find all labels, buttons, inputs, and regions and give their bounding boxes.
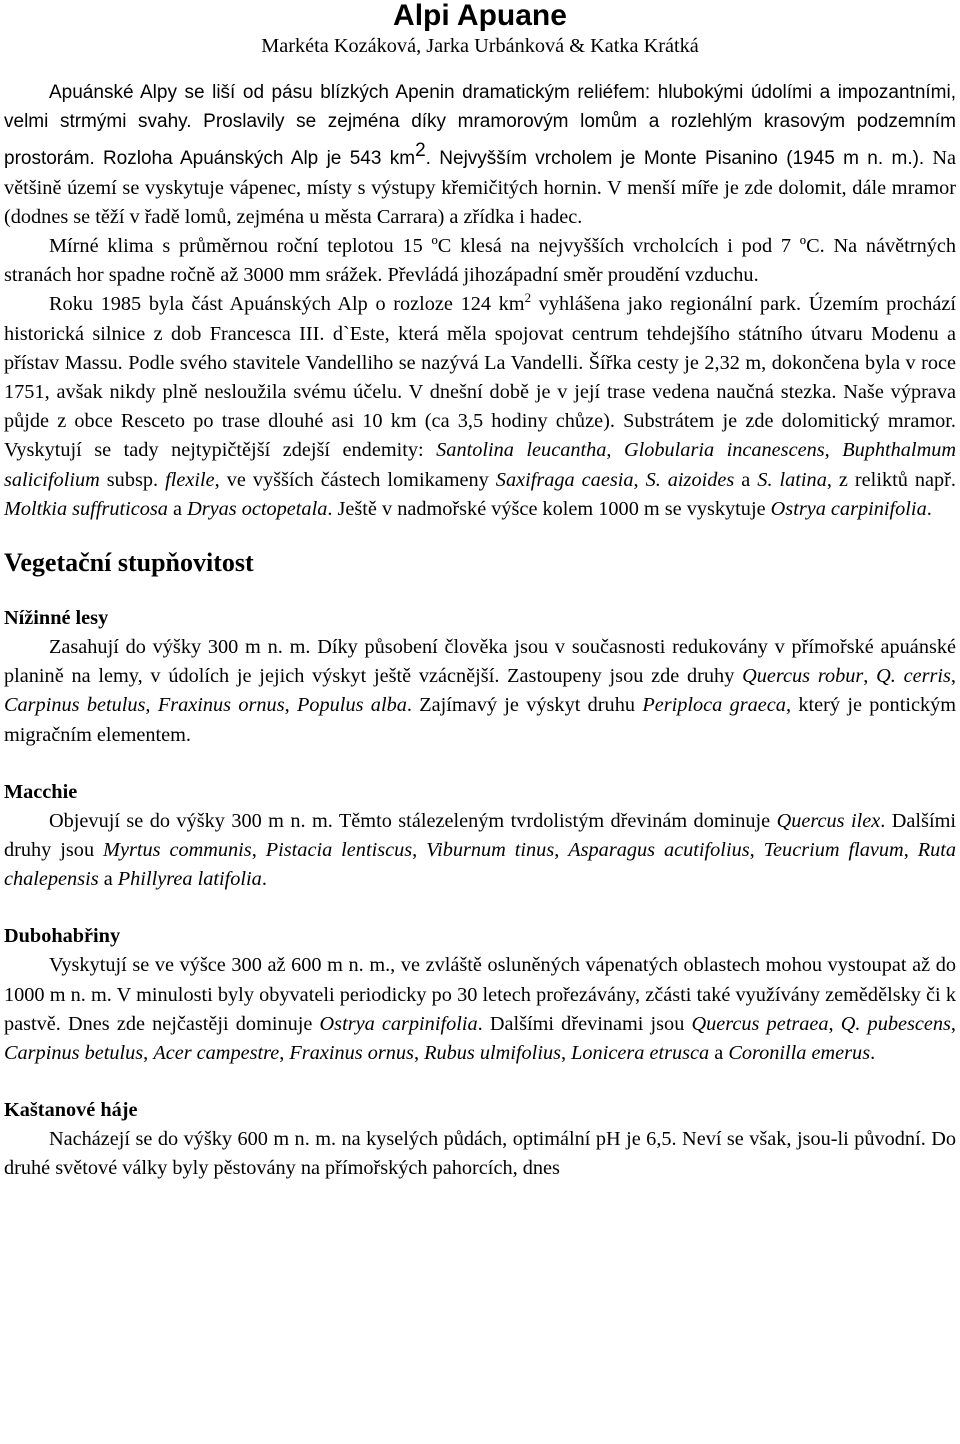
- subheading-kastanove-haje: Kaštanové háje: [4, 1099, 138, 1122]
- text-run: Roku 1985 byla část Apuánských Alp o rozloze 124 km: [49, 293, 525, 316]
- text-run: ,: [606, 439, 624, 462]
- text-run: , který je pontickým migračním elementem.: [4, 694, 957, 746]
- species-name: Periploca graeca: [642, 694, 786, 717]
- species-name: Viburnum tinus: [426, 839, 555, 862]
- paragraph-nizinne-lesy: [4, 633, 956, 750]
- species-name: Ruta chalepensis: [4, 839, 957, 891]
- authors-line: Markéta Kozáková, Jarka Urbánková & Katka Krátká: [261, 35, 699, 57]
- spacer: [4, 894, 956, 922]
- paragraph-macchie: [4, 807, 956, 895]
- text-run: ,: [863, 665, 877, 688]
- text-run: , ve vyšších částech lomikameny: [214, 468, 496, 491]
- superscript: 2: [415, 140, 426, 162]
- species-name: Buphthalmum salicifolium: [4, 439, 956, 491]
- text-run: ,: [412, 839, 427, 862]
- intro-sans-text-b: Rozloha Apuánských Alp je 543 km: [102, 148, 416, 170]
- intro-sans-text-a: Apuánské Alpy se liší od pásu blízkých Apenin dramatickým reliéfem: hlubokými údolími a impozantními, velmi strmými svahy. Proslavily se zejména díky mramorovým lomům a rozlehlým krasovým podzemním prostorám.: [4, 82, 956, 170]
- text-run: ,: [413, 1042, 425, 1065]
- species-name: Ostrya carpinifolia: [319, 1012, 478, 1035]
- species-name: S. latina: [757, 468, 827, 491]
- text-run: ,: [824, 439, 843, 462]
- species-name: Ostrya carpinifolia: [770, 497, 927, 520]
- subheading-nizinne-lesy: Nížinné lesy: [4, 607, 109, 630]
- text-run: a: [167, 497, 188, 520]
- text-run: ,: [143, 1042, 154, 1065]
- species-name: Carpinus betulus: [4, 1042, 144, 1065]
- species-name: Lonicera etrusca: [571, 1042, 710, 1065]
- text-run: ,: [950, 665, 956, 688]
- species-name: Quercus petraea: [691, 1012, 829, 1035]
- intro-paragraph-3: [4, 290, 956, 524]
- species-name: Acer campestre: [153, 1042, 280, 1065]
- species-name: Globularia incanescens: [623, 439, 825, 462]
- species-name: Teucrium flavum: [763, 839, 904, 862]
- intro-serif-text: Na většině území se vyskytuje vápenec, místy s výstupy křemičitých hornin. V menší míře je zde dolomit, dále mramor (dodnes se těží v řadě lomů, zejména u města Carrara) a zřídka i hadec.: [4, 147, 957, 228]
- text-run: .: [926, 497, 932, 520]
- species-name: Fraxinus ornus: [289, 1042, 414, 1065]
- text-run: subsp.: [99, 468, 166, 491]
- text-run: ,: [749, 839, 764, 862]
- text-run: . Dalšími dřevinami jsou: [477, 1012, 692, 1035]
- species-name: Q. pubescens: [840, 1012, 951, 1035]
- species-name: Quercus robur: [742, 665, 864, 688]
- text-run: . Ještě v nadmořské výšce kolem 1000 m se vyskytuje: [327, 497, 771, 520]
- intro-paragraph-1: [4, 78, 956, 232]
- text-run: ,: [561, 1042, 572, 1065]
- document-title: Alpi Apuane: [393, 0, 567, 32]
- species-name: flexile: [165, 468, 215, 491]
- text-run: . Zajímavý je výskyt druhu: [406, 694, 643, 717]
- species-name: Saxifraga caesia: [495, 468, 634, 491]
- species-name: Moltkia suffruticosa: [4, 497, 168, 520]
- species-name: Pistacia lentiscus: [265, 839, 413, 862]
- text-run: ,: [251, 839, 266, 862]
- species-name: Quercus ilex: [776, 809, 881, 832]
- intro-sans-text-c: . Nejvyšším vrcholem je Monte Pisanino (1945 m n. m.).: [425, 148, 925, 170]
- subheading-macchie: Macchie: [4, 780, 78, 803]
- species-name: Q. cerris: [876, 665, 951, 688]
- text-run: Vyskytují se ve výšce 300 až 600 m n. m., ve zvláště osluněných vápenatých oblastech mohou vystoupat až do 1000 m n. m. V minulosti byly obyvateli periodicky po 30 letech prořezávány, zčásti také využívány zemědělsky či k pastvě. Dnes zde nejčastěji dominuje: [4, 954, 956, 1035]
- text-run: ,: [284, 694, 297, 717]
- text-run: ,: [828, 1012, 841, 1035]
- section-heading: Vegetační stupňovitost: [4, 548, 254, 578]
- text-run: a: [709, 1042, 729, 1065]
- species-name: Fraxinus ornus: [157, 694, 285, 717]
- text-run: vyhlášena jako regionální park. Územím prochází historická silnice z dob Francesca III. d`Este, která měla spojovat centrum tehdejšího státního útvaru Modenu a přístav Massu. Podle svého stavitele Vandelliho se nazývá La Vandelli. Šířka cesty je 2,32 m, dokončena byla v roce 1751, avšak nikdy plně nesloužila svému účelu. V dnešní době je v její trase vedena naučná stezka. Naše výprava půjde z obce Resceto po trase dlouhé asi 10 km (ca 3,5 hodiny chůze). Substrátem je zde dolomitický mramor. Vyskytují se tady nejtypičtější zdejší endemity:: [4, 293, 956, 462]
- species-name: Asparagus acutifolius: [568, 839, 750, 862]
- species-name: Santolina leucantha: [436, 439, 607, 462]
- text-run: ,: [145, 694, 158, 717]
- text-run: ,: [279, 1042, 290, 1065]
- species-name: Carpinus betulus: [4, 694, 146, 717]
- text-run: Objevují se do výšky 300 m n. m. Těmto stálezeleným tvrdolistým dřevinám dominuje: [49, 809, 777, 832]
- text-run: . Dalšími druhy jsou: [4, 809, 956, 862]
- species-name: Myrtus communis: [103, 839, 252, 862]
- text-run: ,: [554, 839, 569, 862]
- species-name: Dryas octopetala: [187, 497, 328, 520]
- text-run: a: [98, 868, 118, 891]
- paragraph-kastanove-haje: Nacházejí se do výšky 600 m n. m. na kyselých půdách, optimální pH je 6,5. Neví se však, jsou-li původní. Do druhé světové války byly pěstovány na přímořských pahorcích, dnes: [4, 1128, 956, 1180]
- text-run: Zasahují do výšky 300 m n. m. Díky působení člověka jsou v současnosti redukovány v přímořské apuánské planině na lemy, v údolích je jejich výskyt ještě vzácnější. Zastoupeny jsou zde druhy: [4, 636, 956, 688]
- text-run: , z reliktů např.: [826, 468, 956, 491]
- text-run: a: [734, 468, 758, 491]
- subheading-dubohabriny: Dubohabřiny: [4, 925, 121, 948]
- text-run: ,: [633, 468, 646, 491]
- species-name: Coronilla emerus: [728, 1042, 871, 1065]
- species-name: Phillyrea latifolia: [117, 868, 262, 891]
- species-name: S. aizoides: [645, 468, 735, 491]
- spacer: [4, 750, 956, 778]
- superscript: 2: [524, 290, 532, 306]
- text-run: .: [870, 1042, 876, 1065]
- species-name: Populus alba: [297, 694, 407, 717]
- text-run: ,: [903, 839, 918, 862]
- intro-paragraph-2: Mírné klima s průměrnou roční teplotou 15 ºC klesá na nejvyšších vrcholcích i pod 7 ºC. Na návětrných stranách hor spadne ročně až 3000 mm srážek. Převládá jihozápadní směr proudění vzduchu.: [4, 235, 956, 287]
- paragraph-dubohabriny: [4, 951, 956, 1068]
- species-name: Rubus ulmifolius: [424, 1042, 561, 1065]
- spacer: [4, 1068, 956, 1096]
- text-run: .: [261, 868, 267, 891]
- text-run: ,: [950, 1012, 956, 1035]
